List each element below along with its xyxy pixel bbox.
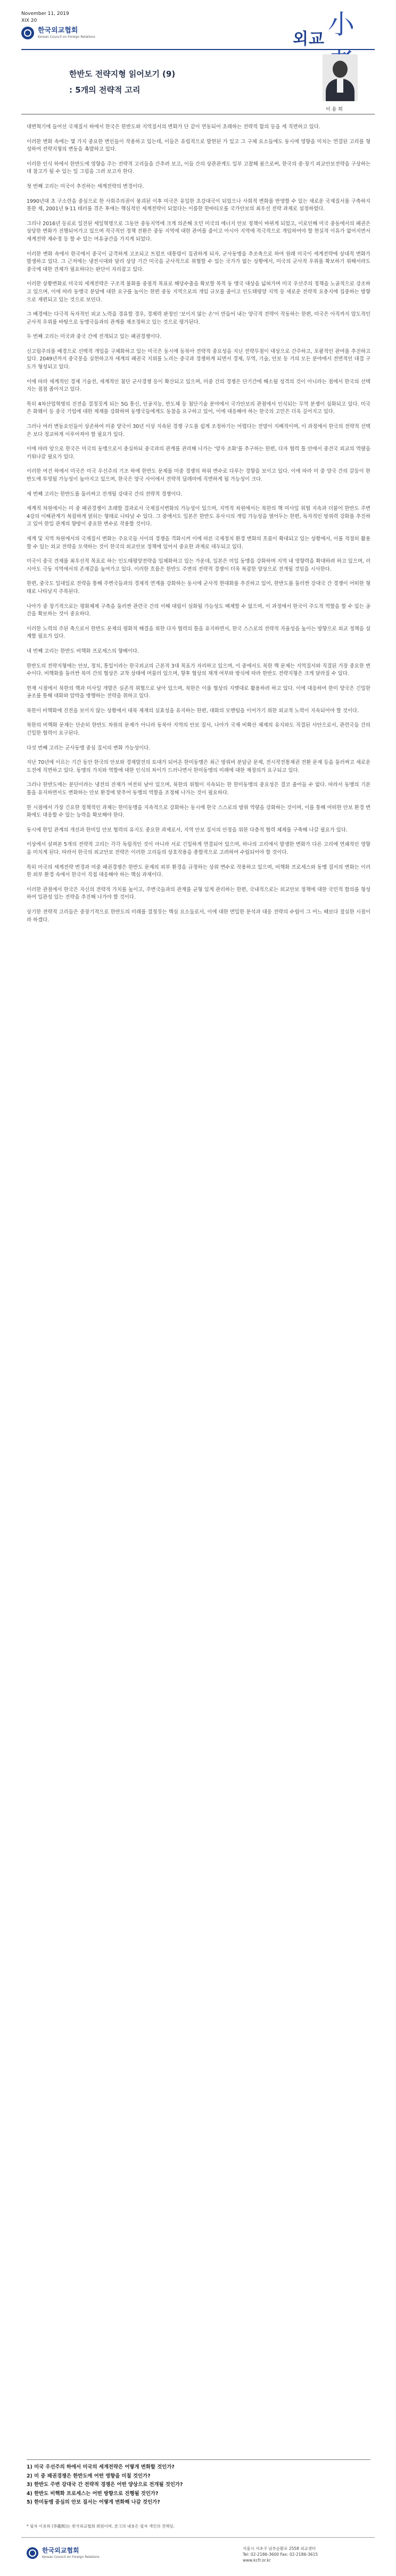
address-line: 서울시 서초구 남부순환로 2558 외교센터 — [243, 2546, 316, 2551]
body-paragraph: 이러한 상황변화로 미국의 세계전략은 구조적 불화를 중점적 목표로 해당수출을 확보할 목적 동 맹국 대상을 넓혀가며 미국 우선주의 정책을 노골적으로 강조하고 있으며, 이에 따라 동맹국 분담에 대한 요구를 높이는 한편 중동 지역으로의 개입 규모를 줄이고 인도태평양 지역 등 새로운 전략적 요충지에 집중하는 방향으로 재편되고 있는 것으로 보인다. — [27, 281, 370, 303]
masthead-small: 외교 — [293, 30, 325, 48]
body-paragraph: 두 번째 고리는 미국과 중국 간에 전개되고 있는 패권경쟁이다. — [27, 334, 162, 340]
body-paragraph: 그리나 2016년 등로로 일진된 세일혁명으로 그동안 중동지역에 크게 의존해 오던 미국의 에너지 안보 정책이 바뀌게 되었고, 이로인해 미국 중동에서의 패권은 상당한 변화가 진행되어가고 있으며 적극적인 정책 전환은 중동 지역에 대한 관여를 줄이고 아시아 지역에 적극적으로 개입하여야 할 현실적 이유가 없어지면서 세계전략 재수정 등 할 수 있는 여유공간을 가지게 되었다. — [27, 220, 370, 242]
body-paragraph: 북한의 비핵화 문제는 단순히 한반도 차원의 문제가 아니라 동북아 지역의 안보 질서, 나아가 국제 비확산 체제의 유지와도 직결된 사안으로서, 관련국들 간의 긴밀한 협력이 요구된다. — [27, 722, 370, 737]
org-name-en: Korean Council on Foreign Relations — [38, 35, 95, 39]
body-paragraph: 세계 및 지역 차원에서의 국제질서 변화는 주요국들 사이의 경쟁을 격화시켜 이에 따른 국제정치 환경 변화의 흐름이 확대되고 있는 상황에서, 이를 적절히 활용할 수 있는 외교 전략을 모색하는 것이 한국의 외교안보 정책에 있어서 중요한 과제로 대두되고 있다. — [27, 536, 370, 550]
body-paragraph: 한 시점에서 가장 긴요한 정책적인 과제는 한미동맹을 지속적으로 강화하는 동시에 한국 스스로의 방위 역량을 강화하는 것이며, 이를 통해 어떠한 안보 환경 변화에도 대응할 수 있는 능력을 확보해야 한다. — [27, 804, 370, 819]
body-paragraph: 1990년대 초 구소련을 중심으로 한 사회주의권이 붕괴된 이후 미국은 유일한 초강대국이 되었으나 사회적 변화를 반영할 수 있는 새로운 국제질서를 구축하지 못한 채, 2001년 9·11 테러를 겪은 후에는 핵심적인 세계전략이 되었다는 이름한 한바티오를 국가안보의 최우선 전략 과제로 설정하였다. — [27, 198, 370, 212]
body-paragraph: 상기한 전략적 고리들은 중장기적으로 한반도의 미래를 결정짓는 핵심 요소들로서, 이에 대한 면밀한 분석과 대응 전략의 수립이 그 어느 때보다 절실한 시점이라 하겠다. — [27, 909, 370, 923]
contact-line: Tel: 02-2186-3600 Fax: 02-2186-3615 — [243, 2552, 318, 2557]
body-paragraph: 미국이 중국 견제를 최우선적 목표로 하는 인도태평양전략을 입체화하고 있는 가운데, 일본은 미일 동맹을 강화하며 지역 내 영향력을 확대하려 하고 있으며, 러시아도 극동 지역에서의 존재감을 높여가고 있다. 이러한 흐름은 한반도 주변의 전략적 경쟁이 더욱 복잡한 양상으로 전개될 것임을 시사한다. — [27, 558, 370, 572]
website-link[interactable]: www.kcfr.or.kr — [243, 2558, 271, 2563]
masthead — [292, 2, 377, 48]
org-name: 한국외교협회 — [38, 27, 78, 35]
body-paragraph: 신고립주의를 배경으로 선택적 개입을 구체화하고 있는 미국은 동시에 동북아 전략적 중요성을 지닌 전략무점이 대상으로 간주하고, 포괄적인 관여를 추진하고 있다. 2049년까지 중국몽을 실현하고자 세계의 패권국 지위를 노리는 중국과 경쟁하게 되면서 경제, 무역, 기술, 안보 등 거의 모든 분야에서 전면적인 대결 구도가 형성되고 있다. — [27, 348, 370, 371]
question-item: 3) 한반도 주변 강대국 간 전략적 경쟁은 어떤 양상으로 전개될 것인가? — [27, 2482, 183, 2488]
body-paragraph: 나아가 중 장기적으로는 평화체제 구축을 둘러싼 관련국 간의 이해 대립이 심화될 가능성도 배제할 수 없으며, 이 과정에서 한국이 주도적 역할을 할 수 있는 공간을 확보하는 것이 중요하다. — [27, 603, 370, 618]
body-paragraph: 이러한 인식 하에서 한반도에 영향을 주는 전략적 고리들을 간추려 보고, 이들 간의 상관관계도 일부 고찰해 봄으로써, 한국의 중·장기 외교안보전략을 구상하는데 참고가 될 수 있는 일 그림을 그려 보고자 한다. — [27, 161, 370, 175]
issue-number: XIX 20 — [21, 18, 37, 23]
footer-emblem-icon — [27, 2547, 38, 2559]
body-paragraph: 대변혁기에 들어선 국제질서 하에서 한국은 한반도와 지역질서의 변화가 단 같이 연동되어 초래하는 전략적 함의 등을 세 직면하고 있다. — [27, 124, 320, 130]
footer-divider — [21, 2537, 375, 2538]
masthead-big: 小 — [328, 9, 354, 40]
discussion-questions — [27, 2459, 370, 2508]
org-logo[interactable] — [21, 27, 95, 39]
body-paragraph: 이상에서 살펴본 5개의 전략적 고리는 각각 독립적인 것이 아니라 서로 긴밀하게 연결되어 있으며, 하나의 고리에서 발생한 변화가 다른 고리에 연쇄적인 영향을 미치게 된다. 따라서 한국의 외교안보 전략은 이러한 고리들의 상호작용을 종합적으로 고려하여 수립되어야 할 것이다. — [27, 842, 370, 855]
author-footnote: * 필자 이용희 (李龍熙)는 한국외교협회 회원이며, 본고의 내용은 필자 개인의 견해임. — [27, 2524, 175, 2529]
article-body — [27, 124, 370, 931]
question-item: 4) 한반도 비핵화 프로세스는 어떤 방향으로 진행될 것인가? — [27, 2490, 159, 2497]
body-paragraph: 세 번째 고리는 한반도를 둘러싸고 전개될 강대국 간의 전략적 경쟁이다. — [27, 491, 183, 497]
footer-address — [243, 2546, 376, 2563]
question-item: 1) 미국 우선주의 하에서 미국의 세계전략은 어떻게 변화할 것인가? — [27, 2464, 175, 2470]
body-paragraph: 북한이 비핵화에 진전을 보이지 않는 상황에서 대북 제재의 실효성을 유지하는 한편, 대화의 모멘텀을 이어가기 위한 외교적 노력이 지속되어야 할 것이다. — [27, 707, 359, 714]
article-title: 한반도 전략지형 읽어보기 (9) — [69, 69, 176, 79]
footer-org-name: 한국외교협회 — [42, 2547, 79, 2554]
body-paragraph: 이러한 변화 속에는 몇 가지 중요한 변인들이 작용하고 있는데, 이들은 유럽적으로 발현된 가 있고 그 구체 요소들에도 동시에 영향을 미치는 연결된 고리를 형성하여 전략지형의 변동을 촉발하고 있다. — [27, 138, 370, 153]
author-name: 이 용 희 — [326, 107, 343, 112]
body-paragraph: 그러나 한반도에는 분단이라는 냉전의 잔재가 여전히 남아 있으며, 북한의 위협이 지속되는 한 한미동맹의 중요성은 결코 줄어들 수 없다. 따라서 동맹의 기본 틀을 유지하면서도 변화하는 안보 환경에 맞추어 동맹의 역할을 조정해 나가는 것이 필요하다. — [27, 782, 370, 796]
question-item: 5) 한미동맹 중심의 안보 질서는 어떻게 변화해 나갈 것인가? — [27, 2499, 160, 2506]
body-paragraph: 한반도의 전략지형에는 안보, 정치, 통일이라는 한국외교의 근본적 3대 목표가 자리하고 있으며, 이 중에서도 북한 핵 문제는 지역질서와 직결된 가장 중요한 변수이다. 비핵화를 둘러싼 북미 간의 협상은 교착 상태에 머물러 있으며, 향후 협상의 재개 여부와 방식에 따라 한반도 전략지형은 크게 달라질 수 있다. — [27, 663, 370, 677]
body-paragraph: 한편, 중국도 일대일로 전략을 통해 주변국들과의 경제적 연계를 강화하는 동시에 군사적 현대화를 추진하고 있어, 한반도를 둘러싼 강대국 간 경쟁이 어떠한 형태로 나타날지 주목된다. — [27, 581, 370, 595]
body-paragraph: 이러한 노력의 주된 축으로서 한반도 문제의 평화적 해결을 위한 다자 협력의 틀을 유지하면서, 한국 스스로의 전략적 자율성을 높이는 방향으로 외교 정책을 설계할 필요가 있다. — [27, 626, 370, 640]
article-subtitle: : 5개의 전략적 고리 — [69, 85, 141, 95]
body-paragraph: 이러한 관점에서 한국은 자신의 전략적 가치를 높이고, 주변국들과의 관계를 균형 있게 관리하는 한편, 국내적으로는 외교안보 정책에 대한 국민적 합의를 형성하여 일관성 있는 전략을 추진해 나가야 할 것이다. — [27, 886, 370, 901]
body-paragraph: 다섯 번째 고리는 군사동맹 중심 질서의 변화 가능성이다. — [27, 745, 151, 751]
header-divider — [21, 49, 375, 50]
issue-info — [21, 11, 69, 24]
body-paragraph: 이에 따라 앞으로 한국은 미국의 동맹으로서 충실하되 중국과의 관계를 관리해 나가는 '양자 조화'를 추구하는 한편, 다자 협력 틀 안에서 중견국 외교의 역량을 키워나갈 필요가 있다. — [27, 446, 370, 460]
issue-date: November 11, 2019 — [21, 11, 69, 17]
body-paragraph: 동시에 한일 관계의 개선과 한미일 안보 협력의 유지도 중요한 과제로서, 지역 안보 질서의 안정을 위한 다층적 협력 체제를 구축해 나갈 필요가 있다. — [27, 827, 348, 833]
body-paragraph: 그 배경에는 다극적 독자적인 외교 노력을 경유할 경우, 경제력 판정인 '보이지 않는 손'이 만들어 내는 양극적 전략이 작동하는 한편, 미국은 아직까지 압도적인 군사적 우위를 바탕으로 동맹국들과의 관계를 재조정하고 있는 것으로 평가된다. — [27, 311, 370, 325]
body-paragraph: 첫 번째 고리는 미국이 추진하는 세계전략의 변경이다. — [27, 183, 144, 190]
body-paragraph: 이러한 여건 하에서 미국은 미국 우선주의 기조 하에 한반도 문제를 미중 경쟁의 하위 변수로 다루는 경향을 보이고 있다. 이에 따라 미 중 양국 간의 갈등이 한반도에 투영될 가능성이 높아지고 있으며, 한국은 양국 사이에서 전략적 딜레마에 직면하게 될 가능성이 크다. — [27, 468, 370, 482]
body-paragraph: 이에 따라 세계적인 경제 기술전, 세계적인 첨단 군사경쟁 등이 확산되고 있으며, 미중 간의 경쟁은 단기간에 해소될 성격의 것이 아니라는 점에서 한국의 선택지는 점점 좁아지고 있다. — [27, 378, 370, 393]
body-paragraph: 특히 4차산업혁명의 진전을 결정짓게 되는 5G 통신, 인공지능, 반도체 등 첨단기술 분야에서 국가안보의 관점에서 인식되는 무역 분쟁이 심화되고 있다. 미국은 화웨이 등 중국 기업에 대한 제재를 강화하며 동맹국들에게도 동참을 요구하고 있어, 이에 대응해야 하는 한국의 고민은 더욱 깊어지고 있다. — [27, 401, 370, 415]
body-paragraph: 현재 시점에서 북한의 핵과 미사일 개발은 실존적 위협으로 남아 있으며, 북한은 이를 협상의 지렛대로 활용하려 하고 있다. 이에 대응하여 한미 양국은 긴밀한 공조를 통해 대화와 압박을 병행하는 전략을 취하고 있다. — [27, 685, 370, 699]
body-paragraph: 그러나 여러 변동요인들이 상존하여 미중 양국이 30년 이상 지속된 경쟁 구도를 쉽게 조정하기는 어렵다는 전망이 지배적이며, 이 과정에서 한국의 전략적 선택은 보다 정교하게 이루어져야 할 필요가 있다. — [27, 424, 370, 438]
body-paragraph: 이러한 변화 속에서 한국에서 중국이 급격하게 고조되고 트럼프 대통령이 집권하게 되자, 군사동맹을 추조축으로 하여 원래 미국이 세계전략에 상대적 변화가 발생하고 있다. 그 근저에는 냉전시대와 달리 상당 기간 미국을 군사적으로 위협할 수 있는 국가가 없는 상황에서, 미국의 군사적 우위를 확보하기 위해서라도 중국에 대한 견제가 필요하다는 판단이 자리잡고 있다. — [27, 251, 370, 273]
footer-logo[interactable] — [27, 2547, 100, 2559]
org-emblem-icon — [21, 27, 34, 39]
body-paragraph: 특히 미국의 세계전략 변경과 미중 패권경쟁은 한반도 문제의 외부 환경을 규정하는 상위 변수로 작용하고 있으며, 비핵화 프로세스와 동맹 질서의 변화는 이러한 외부 환경 속에서 한국이 직접 대응해야 하는 핵심 과제이다. — [27, 864, 370, 878]
footer-org-name-en: Korean Council on Foreign Relations — [42, 2555, 100, 2559]
body-paragraph: 세계적 차원에서는 미 중 패권경쟁이 초래할 결과로서 국제질서변화의 가능성이 있으며, 지역적 차원에서는 북한의 핵 미사일 위협 지속과 더불어 한반도 주변 4강의 이해관계가 복잡하게 얽히는 형태로 나타날 수 있다. 그 중에서도 일본은 한반도 유사시의 개입 가능성을 열어두는 한편, 독자적인 방위력 강화를 추진하고 있어 한일 관계의 향방이 중요한 변수로 작용할 것이다. — [27, 506, 370, 528]
body-paragraph: 지난 70년에 이르는 기간 동안 한국의 안보와 경제발전의 토대가 되어온 한미동맹은 최근 방위비 분담금 문제, 전시작전통제권 전환 문제 등을 둘러싸고 새로운 도전에 직면하고 있다. 동맹의 가치와 역할에 대한 인식의 차이가 드러나면서 한미동맹의 미래에 대한 재정의가 요구되고 있다. — [27, 760, 370, 773]
body-paragraph: 네 번째 고리는 한반도 비핵화 프로세스의 향배이다. — [27, 648, 139, 654]
question-item: 2) 미 중 패권경쟁은 한반도에 어떤 영향을 미칠 것인가? — [27, 2473, 151, 2479]
author-photo — [323, 54, 358, 101]
